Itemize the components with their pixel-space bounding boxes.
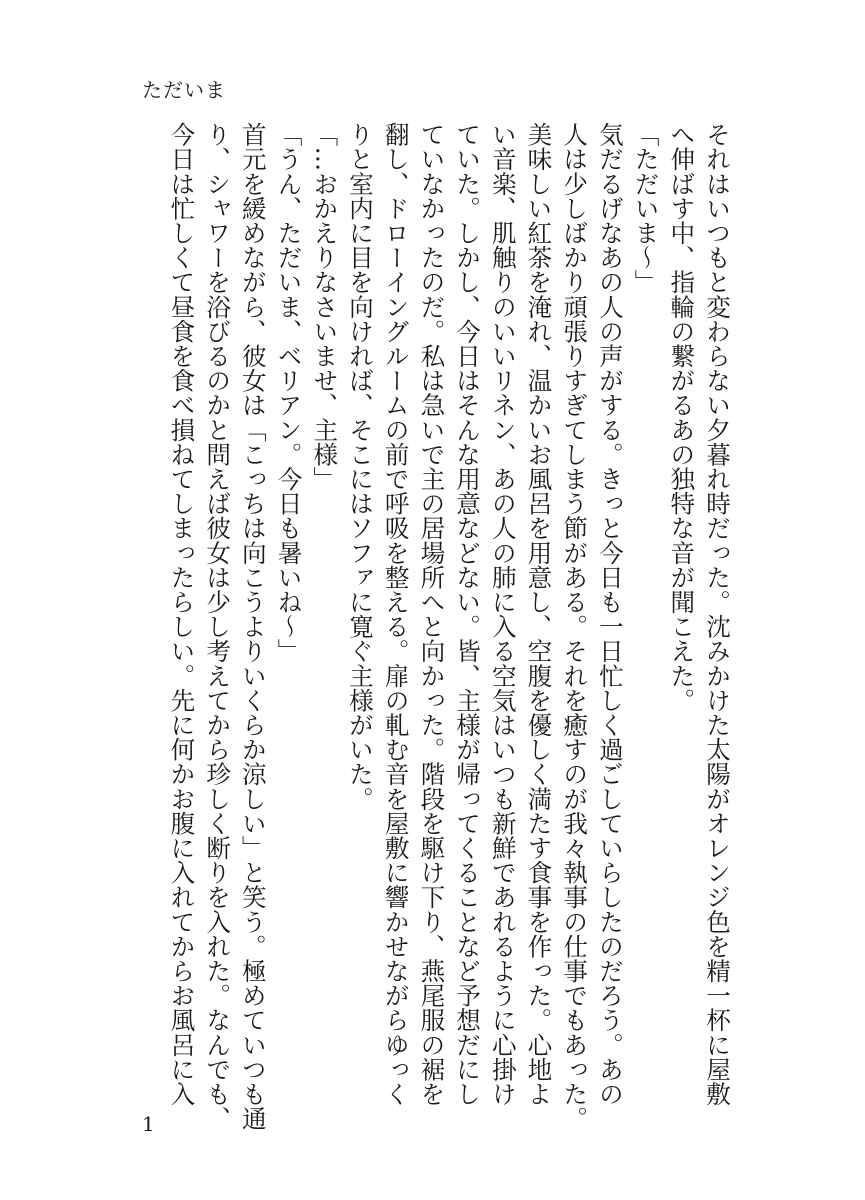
text-line: 翻し、ドローイングルームの前で呼吸を整える。扉の軋む音を屋敷に響かせながらゆっく [381, 122, 411, 1106]
text-line: 「うん、ただいま、ベリアン。今日も暑いね〜」 [274, 122, 304, 664]
text-line: りと室内に目を向ければ、そこにはソファに寛ぐ主様がいた。 [345, 122, 375, 811]
text-line: 首元を緩めながら、彼女は「こっちは向こうよりいくらか涼しい」と笑う。極めていつも通 [238, 122, 268, 1131]
text-line: り、シャワーを浴びるのかと問えば彼女は少し考えてから珍しく断りを入れた。なんでも、 [203, 122, 233, 1131]
body-text [164, 122, 735, 1131]
text-line: い音楽、肌触りのいいリネン、あの人の肺に入る空気はいつも新鮮であれるように心掛け [488, 122, 518, 1106]
text-line: 「…おかえりなさいませ、主様」 [310, 122, 340, 491]
text-line: それはいつもと変わらない夕暮れ時だった。沈みかけた太陽がオレンジ色を精一杯に屋敷 [703, 122, 732, 1106]
text-line: 「ただいま〜」 [631, 122, 661, 295]
running-title: ただいま [142, 78, 226, 102]
text-line: へ伸ばす中、指輪の繋がるあの独特な音が聞こえた。 [667, 122, 697, 713]
text-line: 今日は忙しくて昼食を食べ損ねてしまったらしい。先に何かお腹に入れてからお風呂に入 [167, 122, 197, 1106]
text-line: ていなかったのだ。私は急いで主の居場所へと向かった。階段を駆け下り、燕尾服の裾を [417, 122, 447, 1106]
text-line: 美味しい紅茶を淹れ、温かいお風呂を用意し、空腹を優しく満たす食事を作った。心地よ [524, 122, 554, 1106]
text-line: 気だるげなあの人の声がする。きっと今日も一日忙しく過ごしていらしたのだろう。あの [595, 122, 625, 1106]
text-line: ていた。しかし、今日はそんな用意などない。皆、主様が帰ってくることなど予想だにし [453, 122, 483, 1106]
text-line: 人は少しばかり頑張りすぎてしまう節がある。それを癒すのが我々執事の仕事でもあった。 [560, 122, 590, 1131]
page-number: 1 [142, 1112, 155, 1136]
